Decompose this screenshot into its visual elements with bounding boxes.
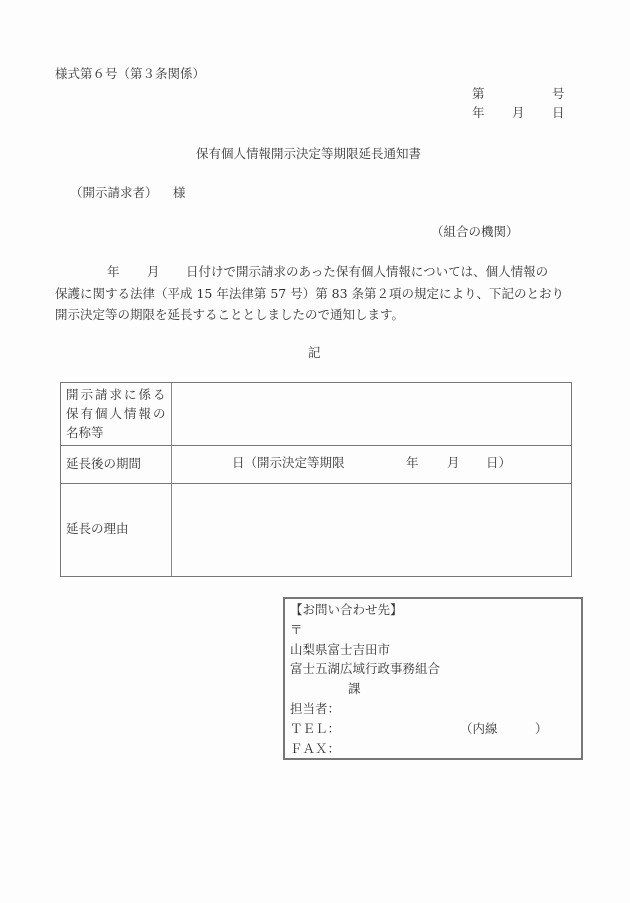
- date-year: 年: [472, 105, 485, 120]
- label-line: 延長後の期間: [66, 456, 142, 471]
- contact-postal: 〒: [290, 622, 303, 637]
- document-title: 保有個人情報開示決定等期限延長通知書: [196, 146, 422, 161]
- row-label: [61, 383, 172, 445]
- contact-address: 山梨県富士吉田市: [290, 642, 391, 657]
- ki-heading: 記: [308, 345, 321, 360]
- body-line-2: 保護に関する法律（平成 15 年法律第 57 号）第 83 条第２項の規定により、下記のとおり: [55, 286, 565, 301]
- period-field[interactable]: [172, 445, 571, 483]
- body-month: 月: [147, 264, 160, 279]
- table-row-info-name: [61, 383, 571, 446]
- sender-organ: （組合の機関）: [431, 224, 519, 239]
- reason-field[interactable]: [172, 483, 571, 576]
- body-line-3: 開示決定等の期限を延長することとしましたので通知します。: [55, 307, 405, 322]
- info-name-field[interactable]: [172, 383, 571, 445]
- period-month: 月: [447, 455, 460, 470]
- contact-organization: 富士五湖広域行政事務組合: [290, 661, 441, 676]
- contact-fax: ＦＡＸ：: [290, 741, 341, 756]
- doc-number-suffix: 号: [552, 86, 565, 101]
- body-line-1: 日付けで開示請求のあった保有個人情報については、個人情報の: [186, 264, 549, 279]
- label-line: 開示請求に係る: [66, 387, 168, 402]
- date-day: 日: [552, 105, 565, 120]
- form-number: 様式第６号（第３条関係）: [55, 66, 206, 81]
- row-label: [61, 483, 172, 576]
- label-line: 名称等: [66, 425, 104, 440]
- table-row-reason: [61, 483, 571, 576]
- contact-box: [283, 597, 583, 760]
- period-day: 日）: [486, 455, 512, 470]
- doc-number-prefix: 第: [472, 86, 485, 101]
- recipient-label: （開示請求者）: [70, 185, 158, 200]
- label-line: 延長の理由: [66, 521, 129, 536]
- contact-extension: （内線 ）: [460, 721, 548, 736]
- table-row-period: [61, 445, 571, 484]
- recipient-honorific: 様: [173, 185, 186, 200]
- contact-tel: ＴＥＬ：: [290, 721, 341, 736]
- body-year: 年: [107, 264, 120, 279]
- contact-heading: 【お問い合わせ先】: [290, 602, 403, 617]
- period-days: 日（開示決定等期限: [232, 455, 345, 470]
- label-line: 保有個人情報の: [66, 406, 168, 421]
- row-label: [61, 445, 172, 483]
- contact-person: 担当者：: [290, 701, 341, 716]
- contact-section: 課: [348, 681, 361, 696]
- extension-table: [60, 382, 572, 577]
- date-month: 月: [512, 105, 525, 120]
- period-year: 年: [406, 455, 419, 470]
